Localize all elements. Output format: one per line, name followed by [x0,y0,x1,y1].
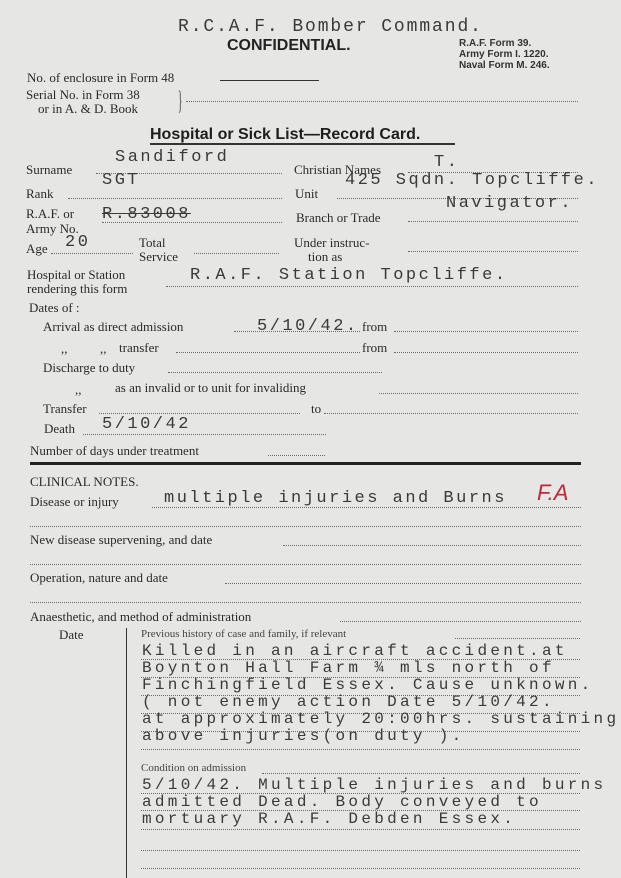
typed-title: R.C.A.F. Bomber Command. [178,17,483,37]
form-ref: R.A.F. Form 39. [459,38,532,49]
total-service-label: Total [139,235,166,250]
days-field[interactable] [268,455,325,456]
serial-label: Serial No. in Form 38 [26,87,140,102]
age-field[interactable] [51,253,133,254]
rank-label: Rank [26,186,54,201]
history-line: Killed in an aircraft accident.at [142,642,568,660]
card-title: Hospital or Sick List—Record Card. [150,126,421,143]
note-line [141,850,580,851]
anaesthetic-label: Anaesthetic, and method of administration [30,609,252,624]
disease-field[interactable] [152,507,581,508]
transfer-label: transfer [119,340,159,355]
condition-line: admitted Dead. Body conveyed to [142,793,542,811]
branch-value: Navigator. [446,194,574,213]
classification: CONFIDENTIAL. [227,37,351,54]
dates-heading: Dates of : [29,300,80,315]
column-divider [126,628,127,878]
service-number-value: R.83008 [102,205,191,224]
form-ref: Naval Form M. 246. [459,60,550,71]
invalid-label: as an invalid or to unit for invaliding [115,380,306,395]
history-label-line [455,638,580,639]
arrival-value: 5/10/42. [257,317,359,336]
serial-field[interactable] [186,101,578,102]
history-line: above injuries(on duty ). [142,727,465,745]
condition-label: Condition on admission [141,762,247,774]
note-line [141,749,580,750]
unit-value: 425 Sqdn. Topcliffe. [345,171,600,190]
christian-names-label: Christian Names [294,162,382,177]
section-divider [30,462,581,465]
death-field[interactable] [83,434,326,435]
clinical-heading: CLINICAL NOTES. [30,474,139,489]
under-instruction-label-2: tion as [308,249,343,264]
enclosure-label: No. of enclosure in Form 48 [27,70,175,85]
transfer2-field[interactable] [99,413,300,414]
discharge-label: Discharge to duty [43,360,136,375]
unit-label: Unit [295,186,319,201]
arrival-label: Arrival as direct admission [43,319,184,334]
surname-value: Sandiford [115,148,230,167]
operation-field-2[interactable] [30,602,581,603]
new-disease-field-2[interactable] [30,564,581,565]
hospital-label-2: rendering this form [27,281,128,296]
disease-field-2[interactable] [30,526,581,527]
arrival-field[interactable] [234,331,360,332]
rank-value: SGT [102,171,141,190]
total-service-label-2: Service [139,249,178,264]
operation-field[interactable] [225,583,581,584]
serial-label-2: or in A. & D. Book [38,101,139,116]
branch-field[interactable] [408,221,578,222]
hospital-field[interactable] [166,286,578,287]
transfer-from-field[interactable] [394,352,578,353]
discharge-field[interactable] [168,372,382,373]
death-label: Death [44,421,76,436]
handwritten-annotation: F.A [537,480,569,505]
condition-line: 5/10/42. Multiple injuries and burns [142,776,607,794]
anaesthetic-field[interactable] [340,621,581,622]
transfer2-label: Transfer [43,401,87,416]
from-label: from [362,319,388,334]
operation-label: Operation, nature and date [30,570,168,585]
under-instruction-label: Under instruc- [294,235,370,250]
date-column-label: Date [59,627,84,642]
disease-label: Disease or injury [30,494,119,509]
hospital-label: Hospital or Station [27,267,126,282]
total-service-field[interactable] [194,253,279,254]
to-label: to [311,401,322,416]
note-line [141,829,580,830]
form-ref: Army Form I. 1220. [459,49,549,60]
rank-field[interactable] [68,198,282,199]
ditto-mark: ,, [100,341,107,356]
branch-label: Branch or Trade [296,210,381,225]
death-value: 5/10/42 [102,415,191,434]
days-label: Number of days under treatment [30,443,199,458]
transfer-field[interactable] [176,352,360,353]
condition-label-line [262,773,580,774]
invalid-field[interactable] [379,393,578,394]
new-disease-label: New disease supervening, and date [30,532,213,547]
form-references [459,38,550,71]
surname-label: Surname [26,162,73,177]
from-label: from [362,340,388,355]
arrival-from-field[interactable] [394,331,578,332]
history-line: ( not enemy action Date 5/10/42. [142,693,555,711]
service-number-label-2: Army No. [26,221,79,236]
brace: } [178,86,183,115]
history-line: Finchingfield Essex. Cause unknown. [142,676,594,694]
disease-value: multiple injuries and Burns [164,489,507,508]
age-value: 20 [65,233,91,252]
ditto-mark: ,, [75,382,82,397]
note-line [141,868,580,869]
to-field[interactable] [324,413,578,414]
ditto-mark: ,, [61,341,68,356]
service-number-label: R.A.F. or [26,206,75,221]
service-number-field[interactable] [102,222,282,223]
new-disease-field[interactable] [283,545,581,546]
history-line: at approximately 20:00hrs. sustaining [142,710,620,728]
title-underline [150,143,455,145]
christian-names-value: T. [434,153,460,172]
history-line: Boynton Hall Farm ¾ mls north of [142,659,555,677]
age-label: Age [26,241,48,256]
under-instruction-field[interactable] [408,251,578,252]
hospital-value: R.A.F. Station Topcliffe. [190,266,508,285]
history-label: Previous history of case and family, if relevant [141,628,347,640]
enclosure-field[interactable] [220,80,319,81]
condition-line: mortuary R.A.F. Debden Essex. [142,810,517,828]
